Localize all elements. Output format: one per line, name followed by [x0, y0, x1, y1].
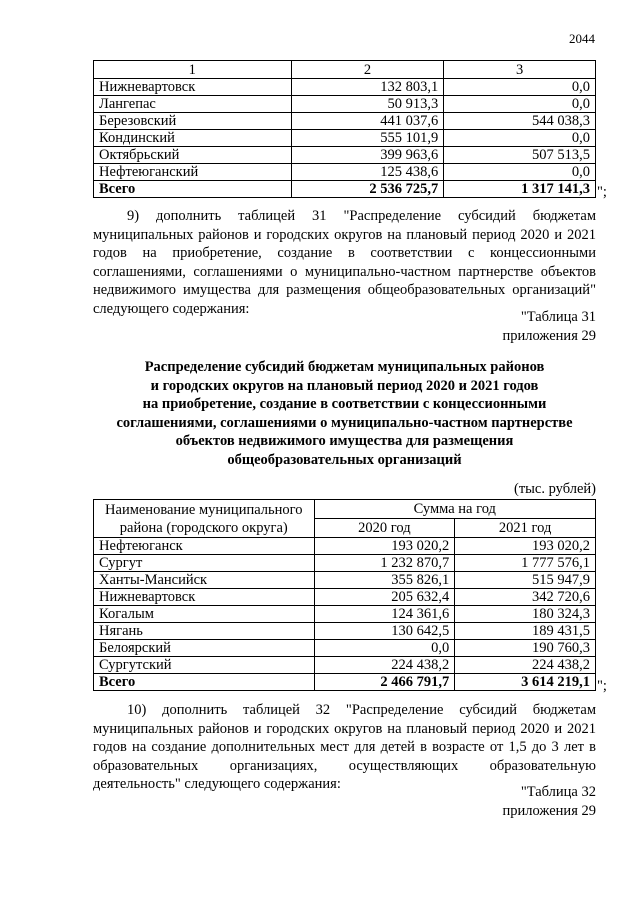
row-value: 555 101,9 — [291, 130, 444, 147]
table-continued — [93, 60, 596, 198]
row-value: 1 232 870,7 — [314, 555, 455, 572]
row-value: 0,0 — [444, 96, 596, 113]
table-total-row — [94, 181, 596, 198]
row-value: 193 020,2 — [455, 538, 596, 555]
paragraph-9 — [93, 207, 596, 319]
row-name: Нефтеюганский — [94, 164, 292, 181]
title-line: общеобразовательных организаций — [227, 451, 462, 468]
row-value: 0,0 — [314, 640, 455, 657]
row-value: 342 720,6 — [455, 589, 596, 606]
row-name: Когалым — [94, 606, 315, 623]
row-name: Нягань — [94, 623, 315, 640]
row-name: Октябрьский — [94, 147, 292, 164]
row-value: 205 632,4 — [314, 589, 455, 606]
row-value: 130 642,5 — [314, 623, 455, 640]
table-row — [94, 555, 596, 572]
row-value: 0,0 — [444, 79, 596, 96]
table-row — [94, 79, 596, 96]
table-row — [94, 606, 596, 623]
paragraph-10 — [93, 701, 596, 794]
col-number-3: 3 — [444, 61, 596, 79]
title-line: объектов недвижимого имущества для размещения — [175, 433, 514, 449]
row-value: 193 020,2 — [314, 538, 455, 555]
row-value: 180 324,3 — [455, 606, 596, 623]
table-row — [94, 164, 596, 181]
row-value: 399 963,6 — [291, 147, 444, 164]
row-name: Нефтеюганск — [94, 538, 315, 555]
row-name: Ханты-Мансийск — [94, 572, 315, 589]
title-line: на приобретение, создание в соответствии с концессионными — [142, 396, 547, 412]
sum-column-header: Сумма на год — [314, 500, 595, 519]
table-row — [94, 538, 596, 555]
paragraph-9-text: 9) дополнить таблицей 31 "Распределение субсидий бюджетам муниципальных районов и городских округов на плановый период 2020 и 2021 годов на приобретение, создание в соответствии с концессионными соглашениями, соглашениями о муниципально-частном партнерстве объектов недвижимого имущества для размещения общеобразовательных организаций" следующего содержания: — [93, 208, 596, 317]
row-value: 224 438,2 — [455, 657, 596, 674]
row-name: Белоярский — [94, 640, 315, 657]
row-value: 0,0 — [444, 164, 596, 181]
row-value: 355 826,1 — [314, 572, 455, 589]
table-row — [94, 96, 596, 113]
page-number: 2044 — [569, 31, 595, 46]
row-value: 190 760,3 — [455, 640, 596, 657]
row-name: Сургут — [94, 555, 315, 572]
row-value: 125 438,6 — [291, 164, 444, 181]
table-total-row — [94, 674, 596, 691]
total-label: Всего — [94, 181, 292, 198]
title-line: соглашениями, соглашениями о муниципально-частном партнерстве — [116, 414, 573, 431]
row-value: 224 438,2 — [314, 657, 455, 674]
table-header-row — [94, 61, 596, 79]
table-row — [94, 657, 596, 674]
col-number-2: 2 — [291, 61, 444, 79]
row-value: 1 777 576,1 — [455, 555, 596, 572]
row-name: Сургутский — [94, 657, 315, 674]
row-value: 0,0 — [444, 130, 596, 147]
table-row — [94, 572, 596, 589]
paragraph-10-text: 10) дополнить таблицей 32 "Распределение субсидий бюджетам муниципальных районов и городских округов на плановый период 2020 и 2021 годов на создание дополнительных мест для детей в возрасте от 1,5 до 3 лет в образовательных организациях, осуществляющих образовательную деятельность" следующего содержания: — [93, 702, 596, 793]
total-label: Всего — [94, 674, 315, 691]
row-value: 507 513,5 — [444, 147, 596, 164]
row-value: 124 361,6 — [314, 606, 455, 623]
row-name: Кондинский — [94, 130, 292, 147]
col-number-1: 1 — [94, 61, 292, 79]
title-line: и городских округов на плановый период 2020 и 2021 годов — [150, 377, 539, 394]
row-value: 544 038,3 — [444, 113, 596, 130]
row-value: 441 037,6 — [291, 113, 444, 130]
total-value: 2 536 725,7 — [291, 181, 444, 198]
row-value: 132 803,1 — [291, 79, 444, 96]
table-32-note — [503, 783, 596, 820]
row-name: Лангепас — [94, 96, 292, 113]
closing-quote: "; — [597, 184, 607, 200]
table-row — [94, 623, 596, 640]
table-31 — [93, 499, 596, 691]
table-row — [94, 130, 596, 147]
closing-quote: "; — [597, 678, 607, 694]
note-line: "Таблица 32 — [520, 784, 596, 800]
row-value: 50 913,3 — [291, 96, 444, 113]
name-column-header: Наименование муниципального района (городского округа) — [94, 500, 315, 538]
row-name: Нижневартовск — [94, 589, 315, 606]
note-line: приложения 29 — [502, 802, 596, 819]
total-value: 3 614 219,1 — [455, 674, 596, 691]
row-value: 515 947,9 — [455, 572, 596, 589]
note-line: приложения 29 — [502, 327, 596, 344]
row-value: 189 431,5 — [455, 623, 596, 640]
table-row — [94, 113, 596, 130]
total-value: 2 466 791,7 — [314, 674, 455, 691]
total-value: 1 317 141,3 — [444, 181, 596, 198]
table-row — [94, 640, 596, 657]
title-line: Распределение субсидий бюджетам муниципальных районов — [144, 359, 545, 375]
year-2021-header: 2021 год — [455, 519, 596, 538]
table-header-row — [94, 500, 596, 519]
row-name: Нижневартовск — [94, 79, 292, 96]
row-name: Березовский — [94, 113, 292, 130]
table-row — [94, 589, 596, 606]
table-31-note — [503, 308, 596, 345]
note-line: "Таблица 31 — [520, 309, 596, 325]
units-label: (тыс. рублей) — [514, 481, 596, 497]
year-2020-header: 2020 год — [314, 519, 455, 538]
table-title — [93, 358, 596, 469]
table-row — [94, 147, 596, 164]
